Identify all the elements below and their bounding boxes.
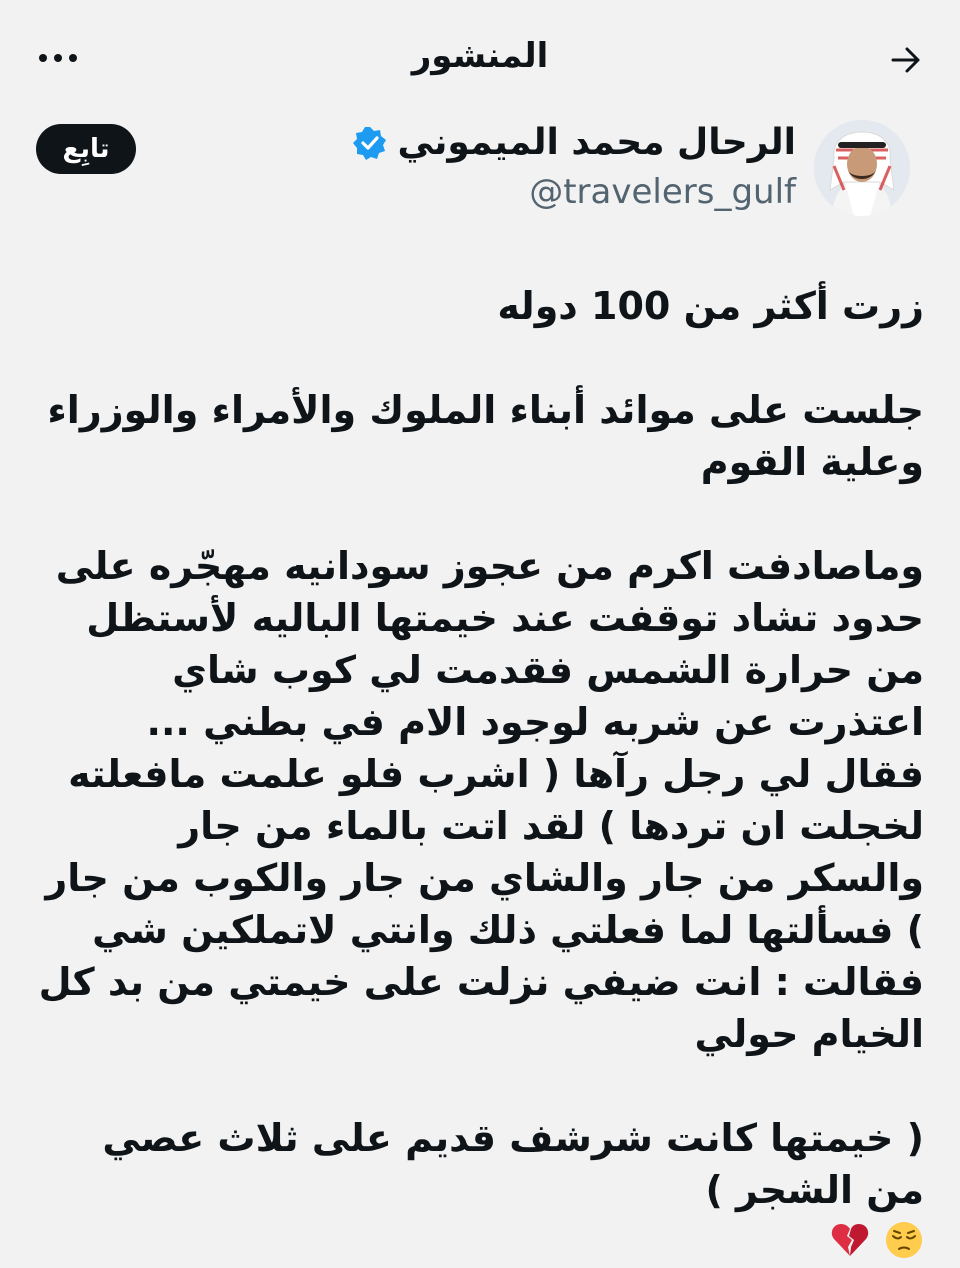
profile-photo-icon bbox=[814, 120, 910, 216]
emoji-row bbox=[34, 1216, 924, 1268]
more-options-button[interactable] bbox=[30, 38, 86, 78]
page-title: المنشور bbox=[411, 36, 549, 76]
paragraph-spacer bbox=[34, 1060, 924, 1112]
paragraph-spacer bbox=[34, 332, 924, 384]
more-horizontal-icon bbox=[38, 53, 78, 63]
follow-button[interactable]: تابِع bbox=[36, 124, 136, 174]
author-handle[interactable]: @travelers_gulf bbox=[529, 172, 796, 212]
post-paragraph: ( خيمتها كانت شرشف قديم على ثلاث عصي من الشجر ) bbox=[102, 1116, 924, 1212]
post-paragraph: وماصادفت اكرم من عجوز سودانيه مهجّره على حدود تشاد توقفت عند خيمتها الباليه لأستظل من حرارة الشمس فقدمت لي كوب شاي اعتذرت عن شربه لوجود الام في بطني ... فقال لي رجل رآها ( اشرب فلو علمت مافعلته لخجلت ان تردها ) لقد اتت بالماء من جار والسكر من جار والشاي من جار والكوب من جار ) فسألتها لما فعلتي ذلك وانتي لاتملكين شي فقالت : انت ضيفي نزلت على خيمتي من بد كل الخيام حولي bbox=[38, 544, 924, 1056]
pensive-face-icon bbox=[884, 1220, 924, 1260]
broken-heart-icon bbox=[830, 1220, 870, 1260]
post-paragraph: جلست على موائد أبناء الملوك والأمراء والوزراء وعلية القوم bbox=[47, 388, 924, 484]
paragraph-spacer bbox=[34, 488, 924, 540]
author-display-name[interactable]: الرحال محمد الميموني bbox=[397, 122, 796, 163]
author-name-row bbox=[353, 122, 796, 163]
avatar[interactable] bbox=[814, 120, 910, 216]
post-body bbox=[34, 280, 924, 1268]
top-bar bbox=[0, 0, 960, 112]
post-paragraph: زرت أكثر من 100 دوله bbox=[497, 284, 924, 328]
verified-badge-icon[interactable] bbox=[353, 126, 387, 160]
